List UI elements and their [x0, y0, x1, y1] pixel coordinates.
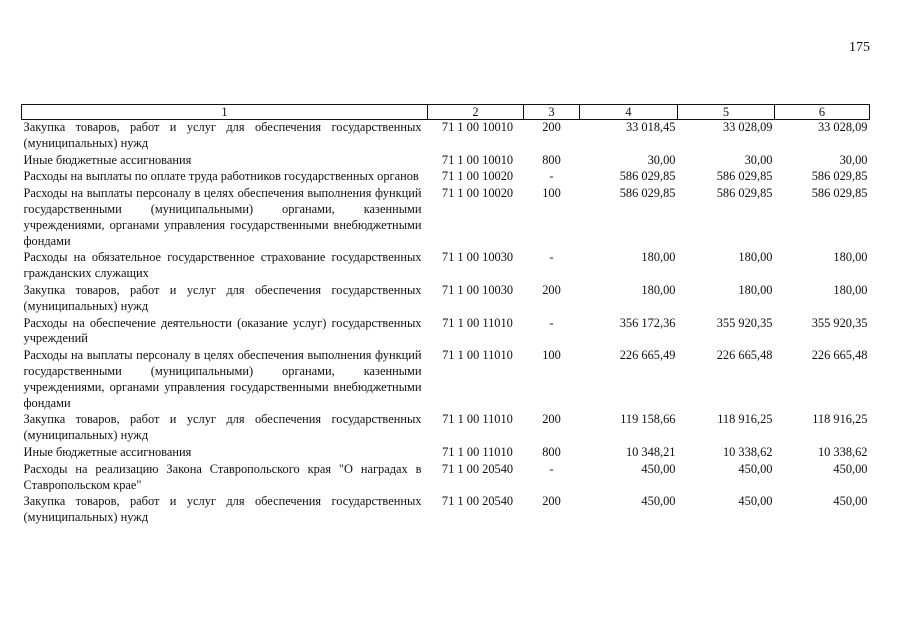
target-article-code-cell: 71 1 00 11010	[442, 444, 513, 459]
amount-col4-cell: 33 018,45	[625, 120, 676, 134]
expense-type-cell: 800	[542, 152, 561, 167]
target-article-code-cell: 71 1 00 10010	[441, 152, 514, 167]
table-row	[22, 120, 870, 153]
header-row	[22, 105, 870, 120]
expense-type-cell: 200	[542, 412, 561, 427]
amount-col4-cell: 10 348,21	[625, 444, 676, 459]
table-row	[22, 445, 870, 462]
amount-col6-cell: 586 029,85	[811, 186, 868, 201]
expense-type-cell: 200	[542, 282, 561, 297]
amount-col4-cell: 586 029,85	[619, 169, 676, 184]
amount-col4-cell: 356 172,36	[619, 315, 676, 330]
target-article-code-cell: 71 1 00 11010	[442, 348, 513, 363]
amount-col5-cell: 586 029,85	[716, 186, 773, 201]
expense-name-cell: Закупка товаров, работ и услуг для обеспечения государственных (муниципальных) нужд	[23, 494, 422, 525]
amount-col4-cell: 180,00	[641, 282, 676, 297]
column-header: 3	[524, 105, 580, 120]
amount-col4-cell: 180,00	[641, 250, 676, 265]
amount-col6-cell: 586 029,85	[811, 169, 868, 184]
column-header: 5	[678, 105, 775, 120]
amount-col6-cell: 33 028,09	[817, 120, 868, 134]
expense-name-cell: Иные бюджетные ассигнования	[23, 152, 192, 167]
expense-type-cell: -	[549, 169, 554, 184]
amount-col5-cell: 180,00	[738, 250, 773, 265]
table-row	[22, 462, 870, 495]
amount-col6-cell: 180,00	[833, 282, 868, 297]
amount-col5-cell: 450,00	[738, 494, 773, 509]
budget-table	[21, 104, 870, 527]
amount-col5-cell: 450,00	[738, 461, 773, 476]
amount-col5-cell: 586 029,85	[716, 169, 773, 184]
amount-col5-cell: 10 338,62	[722, 444, 773, 459]
amount-col5-cell: 355 920,35	[716, 315, 773, 330]
expense-name-cell: Расходы на выплаты персоналу в целях обеспечения выполнения функций государственными (муниципальными) органами, казенными учреждениями, органами управления государственными внебюджетными фондами	[23, 186, 422, 248]
table-body	[22, 120, 870, 527]
target-article-code-cell: 71 1 00 20540	[441, 461, 514, 476]
table-row	[22, 348, 870, 412]
amount-col6-cell: 30,00	[839, 152, 868, 167]
amount-col6-cell: 180,00	[833, 250, 868, 265]
amount-col4-cell: 450,00	[641, 461, 676, 476]
table-row	[22, 186, 870, 250]
amount-col6-cell: 118 916,25	[812, 412, 868, 427]
target-article-code-cell: 71 1 00 10030	[441, 282, 514, 297]
amount-col5-cell: 33 028,09	[722, 120, 773, 134]
table-row	[22, 283, 870, 316]
amount-col5-cell: 30,00	[744, 152, 773, 167]
table-header	[22, 105, 870, 120]
expense-type-cell: 100	[542, 186, 561, 201]
expense-type-cell: 200	[542, 494, 561, 509]
table-row	[22, 169, 870, 186]
expense-name-cell: Закупка товаров, работ и услуг для обеспечения государственных (муниципальных) нужд	[23, 412, 422, 443]
expense-name-cell: Расходы на обеспечение деятельности (оказание услуг) государственных учреждений	[23, 315, 422, 346]
expense-type-cell: -	[549, 461, 554, 476]
amount-col6-cell: 355 920,35	[811, 315, 868, 330]
expense-name-cell: Расходы на обязательное государственное страхование государственных гражданских служащих	[23, 250, 422, 281]
amount-col4-cell: 586 029,85	[619, 186, 676, 201]
expense-name-cell: Закупка товаров, работ и услуг для обеспечения государственных (муниципальных) нужд	[23, 282, 422, 313]
target-article-code-cell: 71 1 00 10030	[441, 250, 514, 265]
amount-col4-cell: 226 665,49	[619, 348, 676, 363]
expense-name-cell: Расходы на выплаты персоналу в целях обеспечения выполнения функций государственными (муниципальными) органами, казенными учреждениями, органами управления государственными внебюджетными фондами	[23, 348, 422, 410]
amount-col4-cell: 119 158,66	[620, 412, 676, 427]
target-article-code-cell: 71 1 00 11010	[442, 412, 513, 427]
column-header: 2	[428, 105, 524, 120]
expense-name-cell: Расходы на выплаты по оплате труда работников государственных органов	[23, 169, 419, 184]
amount-col5-cell: 118 916,25	[717, 412, 773, 427]
target-article-code-cell: 71 1 00 10020	[441, 186, 514, 201]
amount-col4-cell: 30,00	[647, 152, 676, 167]
amount-col6-cell: 450,00	[833, 461, 868, 476]
expense-type-cell: 200	[542, 120, 561, 134]
table-row	[22, 153, 870, 170]
amount-col6-cell: 10 338,62	[817, 444, 868, 459]
target-article-code-cell: 71 1 00 10010	[441, 120, 514, 134]
amount-col6-cell: 226 665,48	[811, 348, 868, 363]
expense-type-cell: -	[549, 315, 554, 330]
column-header: 1	[22, 105, 428, 120]
expense-name-cell: Закупка товаров, работ и услуг для обеспечения государственных (муниципальных) нужд	[23, 120, 422, 150]
amount-col4-cell: 450,00	[641, 494, 676, 509]
page-number: 175	[849, 40, 870, 55]
table-row	[22, 494, 870, 527]
target-article-code-cell: 71 1 00 11010	[442, 315, 513, 330]
amount-col5-cell: 180,00	[738, 282, 773, 297]
target-article-code-cell: 71 1 00 10020	[441, 169, 514, 184]
expense-type-cell: 800	[542, 444, 561, 459]
column-header: 4	[580, 105, 678, 120]
expense-type-cell: -	[549, 250, 554, 265]
expense-type-cell: 100	[542, 348, 561, 363]
target-article-code-cell: 71 1 00 20540	[441, 494, 514, 509]
table-row	[22, 250, 870, 283]
table-row	[22, 412, 870, 445]
amount-col5-cell: 226 665,48	[716, 348, 773, 363]
column-header: 6	[775, 105, 870, 120]
expense-name-cell: Расходы на реализацию Закона Ставропольского края "О наградах в Ставропольском крае"	[23, 461, 422, 492]
expense-name-cell: Иные бюджетные ассигнования	[23, 444, 192, 459]
table-row	[22, 316, 870, 349]
amount-col6-cell: 450,00	[833, 494, 868, 509]
